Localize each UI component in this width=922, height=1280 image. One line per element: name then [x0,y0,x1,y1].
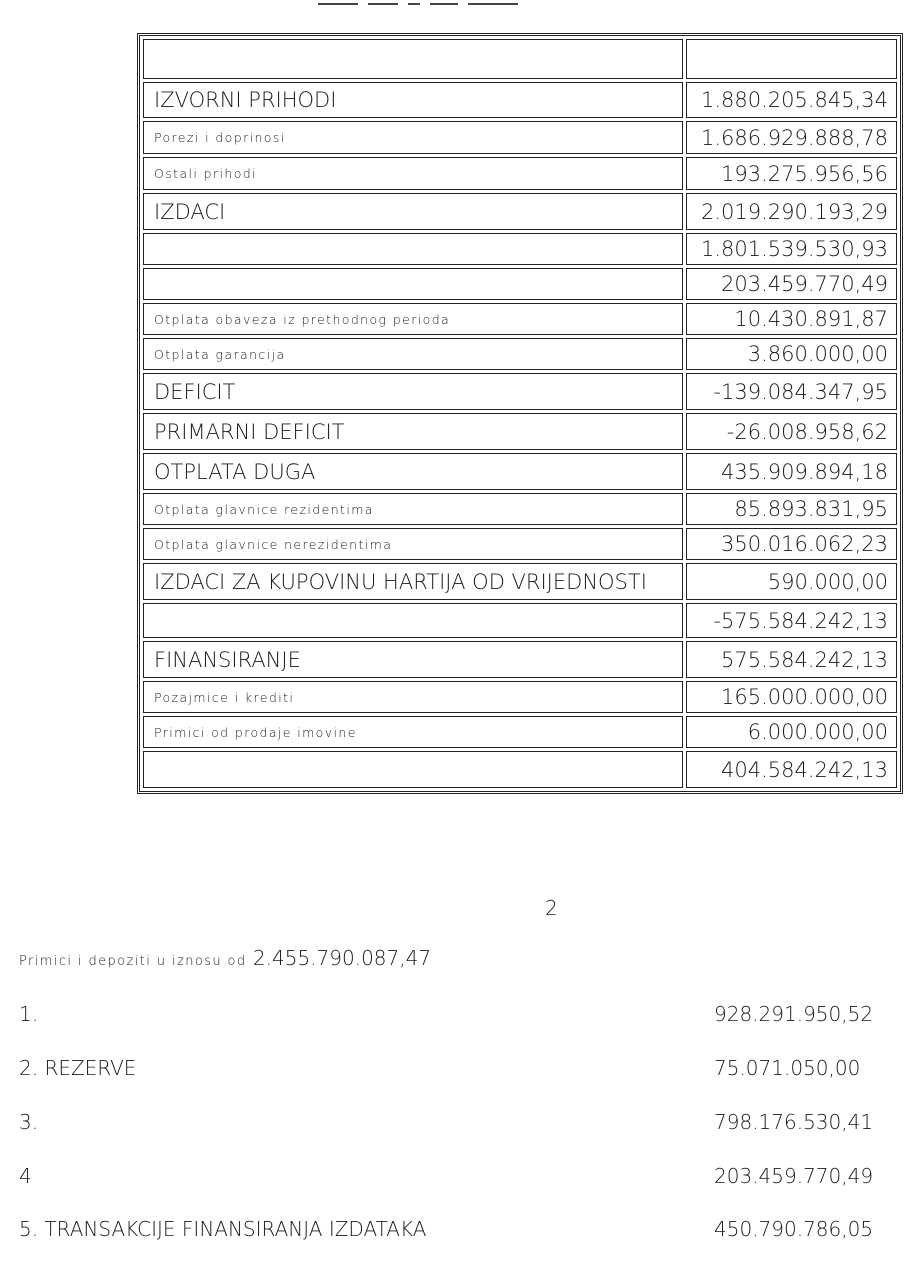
row-value: 165.000.000,00 [686,681,897,713]
summary-item [19,1164,899,1194]
row-label: Otplata obaveza iz prethodnog perioda [143,303,683,335]
summary-item-value: 203.459.770,49 [714,1164,874,1188]
row-label: Ostali prihodi [143,157,683,190]
row-label: OTPLATA DUGA [143,453,683,490]
summary-intro [19,946,431,970]
summary-item-value: 798.176.530,41 [714,1110,874,1134]
row-label: DEFICIT [143,373,683,410]
summary-item-label: 2. REZERVE [19,1056,137,1080]
row-label: IZDACI ZA KUPOVINU HARTIJA OD VRIJEDNOSTI [143,563,683,600]
cut-off-header-text [318,0,538,5]
row-value: 590.000,00 [686,563,897,600]
table-row [143,453,897,490]
row-label: FINANSIRANJE [143,641,683,678]
row-label: Pozajmice i krediti [143,681,683,713]
table-row [143,716,897,748]
row-value: 85.893.831,95 [686,493,897,525]
table-row [143,233,897,265]
summary-item-label: 3. [19,1110,39,1134]
summary-item-value: 75.071.050,00 [714,1056,861,1080]
table-row [143,681,897,713]
row-label [143,603,683,638]
summary-item-label: 5. TRANSAKCIJE FINANSIRANJA IZDATAKA [19,1217,427,1241]
row-value: 1.801.539.530,93 [686,233,897,265]
summary-item [19,1110,899,1140]
row-label [143,751,683,788]
table-row [143,338,897,370]
summary-item-label: 4 [19,1164,32,1188]
row-label [143,268,683,300]
row-value: 1.880.205.845,34 [686,82,897,118]
row-label: IZDACI [143,193,683,230]
row-value: -139.084.347,95 [686,373,897,410]
row-label: Porezi i doprinosi [143,121,683,154]
table-row [143,641,897,678]
summary-item-value: 450.790.786,05 [714,1217,874,1241]
row-value: 6.000.000,00 [686,716,897,748]
table-row [143,303,897,335]
table-row [143,563,897,600]
table-row [143,193,897,230]
row-value: 203.459.770,49 [686,268,897,300]
table-row [143,493,897,525]
table-row [143,413,897,450]
row-label: Primici od prodaje imovine [143,716,683,748]
row-label [143,233,683,265]
summary-item [19,1056,899,1086]
summary-item-label: 1. [19,1002,39,1026]
table-row [143,373,897,410]
header-label-cell [143,39,683,79]
row-value: 2.019.290.193,29 [686,193,897,230]
row-label: Otplata glavnice nerezidentima [143,528,683,560]
row-value: 10.430.891,87 [686,303,897,335]
row-label: Otplata glavnice rezidentima [143,493,683,525]
row-value: 350.016.062,23 [686,528,897,560]
row-label: Otplata garancija [143,338,683,370]
row-value: 3.860.000,00 [686,338,897,370]
summary-intro-amount: 2.455.790.087,47 [252,946,432,970]
page-number: 2 [545,896,558,920]
table-row [143,528,897,560]
row-value: -575.584.242,13 [686,603,897,638]
summary-item [19,1002,899,1032]
table-row [143,268,897,300]
table-row [143,121,897,154]
budget-table [137,33,903,794]
row-value: 193.275.956,56 [686,157,897,190]
row-value: -26.008.958,62 [686,413,897,450]
table-row [143,751,897,788]
row-value: 575.584.242,13 [686,641,897,678]
row-value: 1.686.929.888,78 [686,121,897,154]
row-label: PRIMARNI DEFICIT [143,413,683,450]
summary-intro-text: Primici i depoziti u iznosu od [19,954,247,969]
row-label: IZVORNI PRIHODI [143,82,683,118]
summary-item-value: 928.291.950,52 [714,1002,874,1026]
table-row [143,603,897,638]
table-row [143,82,897,118]
summary-item [19,1217,899,1247]
row-value: 435.909.894,18 [686,453,897,490]
row-value: 404.584.242,13 [686,751,897,788]
table-header-row [143,39,897,79]
header-value-cell [686,39,897,79]
table-row [143,157,897,190]
